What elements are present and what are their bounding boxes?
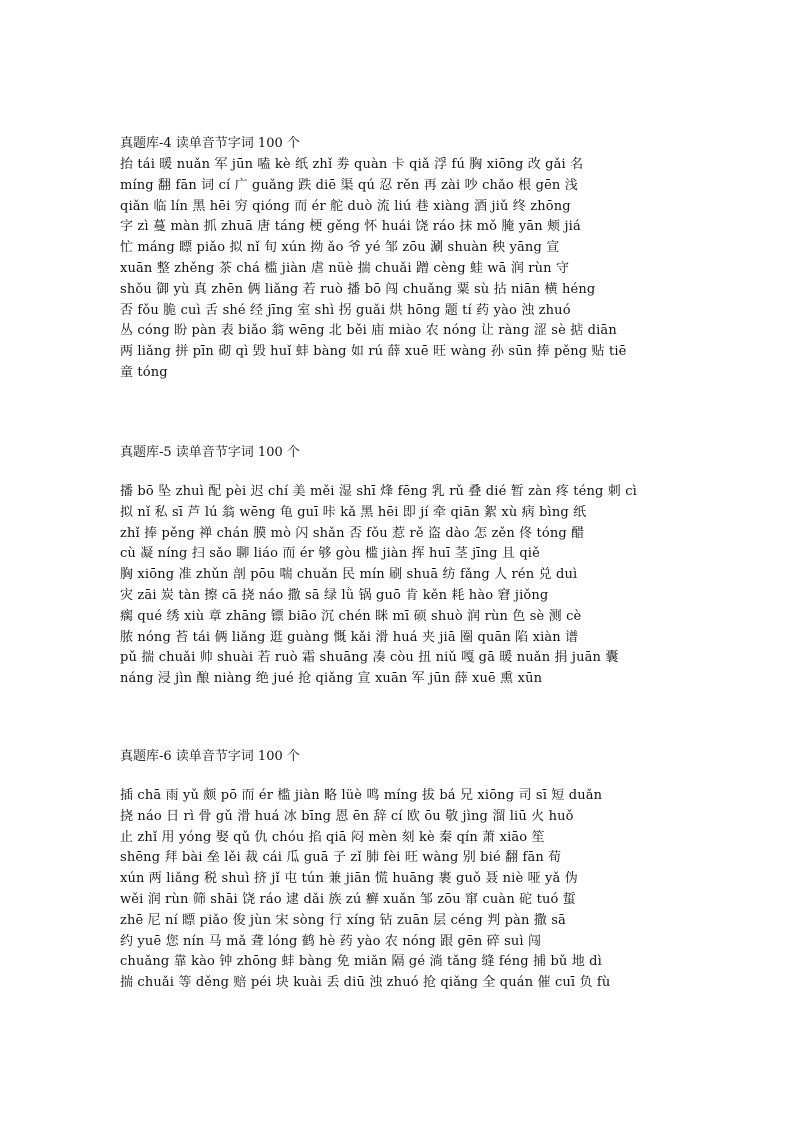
text-line: 抬 tái 暖 nuǎn 军 jūn 嗑 kè 纸 zhǐ 劵 quàn 卡 qiǎ 浮 fú 胸 xiōng 改 gǎi 名	[120, 157, 584, 172]
section-bank-4	[120, 135, 680, 384]
text-line: 播 bō 坠 zhuì 配 pèi 迟 chí 美 měi 湿 shī 烽 fēng 乳 rǔ 叠 dié 暂 zàn 疼 téng 刺 cì	[120, 484, 637, 499]
text-line: 童 tóng	[120, 364, 168, 380]
text-line: 约 yuē 您 nín 马 mǎ 聋 lóng 鹤 hè 药 yào 农 nóng 跟 gēn 碎 suì 闯	[120, 933, 542, 949]
text-line: 两 liǎng 拼 pīn 砌 qì 毁 huǐ 蚌 bàng 如 rú 薛 xuē 旺 wàng 孙 sūn 捧 pěng 贴 tiē	[120, 344, 627, 360]
section-bank-5	[120, 444, 680, 690]
text-line: 挠 náo 日 rì 骨 gǔ 滑 huá 冰 bīng 恩 ēn 辞 cí 欧 ōu 敬 jìng 溜 liū 火 huǒ	[120, 808, 574, 824]
text-line: 灾 zāi 炭 tàn 擦 cā 挠 náo 撒 sā 绿 lǜ 锅 guō 肯 kěn 耗 hào 窘 jiǒng	[120, 587, 549, 603]
text-line: chuǎng 靠 kào 钟 zhōng 蚌 bàng 免 miǎn 隔 gé 淌 tǎng 缝 féng 捕 bǔ 地 dì	[120, 954, 602, 970]
text-line: 胸 xiōng 准 zhǔn 剖 pōu 喘 chuǎn 民 mín 刷 shuā 纺 fǎng 人 rén 兑 duì	[120, 567, 578, 583]
text-line: zhǐ 捧 pěng 禅 chán 膜 mò 闪 shǎn 否 fǒu 惹 rě 盗 dào 怎 zěn 佟 tóng 醋	[120, 525, 585, 541]
text-line: wěi 润 rùn 筛 shāi 饶 ráo 逮 dǎi 族 zú 癣 xuǎn 邹 zōu 窜 cuàn 砣 tuó 蜇	[120, 891, 576, 907]
section-title: 真题库-6 读单音节字词 100 个	[120, 749, 300, 764]
text-line: shēng 拜 bài 垒 lěi 裁 cái 瓜 guā 子 zǐ 肺 fèi 旺 wàng 别 bié 翻 fān 荀	[120, 850, 562, 866]
text-line: 否 fǒu 脆 cuì 舌 shé 经 jīng 室 shì 拐 guǎi 烘 hōng 题 tí 药 yào 浊 zhuó	[120, 302, 571, 318]
text-line: pǔ 揣 chuǎi 帅 shuài 若 ruò 霜 shuāng 凑 còu 扭 niǔ 嘎 gā 暖 nuǎn 捐 juān 囊	[120, 650, 619, 666]
text-line: 插 chā 雨 yǔ 颇 pō 而 ér 槛 jiàn 略 lüè 鸣 míng 拔 bá 兄 xiōng 司 sī 短 duǎn	[120, 788, 603, 803]
section-bank-6	[120, 748, 680, 994]
text-line: 止 zhǐ 用 yóng 娶 qǔ 仇 chóu 掐 qiā 闷 mèn 刻 kè 秦 qín 萧 xiāo 笙	[120, 829, 545, 845]
text-line: zhē 尼 ní 瞟 piǎo 俊 jùn 宋 sòng 行 xíng 钻 zuān 层 céng 判 pàn 撒 sā	[120, 912, 566, 928]
spacer	[120, 464, 680, 482]
text-line: míng 翻 fān 词 cí 广 guǎng 跌 diē 渠 qú 忍 rěn 再 zài 吵 chǎo 根 gēn 浅	[120, 177, 578, 193]
text-line: qiǎn 临 lín 黑 hēi 穷 qióng 而 ér 舵 duò 流 liú 巷 xiàng 酒 jiǔ 终 zhōng	[120, 198, 571, 214]
section-title: 真题库-5 读单音节字词 100 个	[120, 445, 300, 460]
text-line: xún 两 liǎng 税 shuì 挤 jǐ 屯 tún 兼 jiān 慌 huāng 裹 guǒ 聂 niè 哑 yǎ 伪	[120, 871, 578, 887]
section-title: 真题库-4 读单音节字词 100 个	[120, 136, 300, 151]
text-line: 瘸 qué 绣 xiù 章 zhāng 镖 biāo 沉 chén 眯 mī 硕 shuò 润 rùn 色 sè 测 cè	[120, 608, 582, 624]
text-line: náng 浸 jìn 酿 niàng 绝 jué 抢 qiǎng 宣 xuān 军 jūn 薛 xuē 熏 xūn	[120, 671, 543, 687]
text-line: cù 凝 níng 扫 sǎo 聊 liáo 而 ér 够 gòu 槛 jiàn 挥 huī 茎 jīng 且 qiě	[120, 546, 540, 562]
text-line: 脓 nóng 苔 tái 俩 liǎng 逛 guàng 慨 kǎi 滑 huá 夹 jiā 圈 quān 陷 xiàn 谱	[120, 629, 579, 645]
text-line: shǒu 御 yù 真 zhēn 俩 liǎng 若 ruò 播 bō 闯 chuǎng 粟 sù 拈 niān 横 héng	[120, 281, 596, 297]
text-line: 揣 chuǎi 等 děng 赔 péi 块 kuài 丢 diū 浊 zhuó 抢 qiǎng 全 quán 催 cuī 负 fù	[120, 975, 611, 991]
text-line: 忙 máng 瞟 piǎo 拟 nǐ 旬 xún 拗 ǎo 爷 yé 邹 zōu 涮 shuàn 秧 yāng 宣	[120, 240, 560, 256]
text-line: xuān 整 zhěng 茶 chá 槛 jiàn 虐 nüè 揣 chuǎi 蹭 cèng 蛙 wā 润 rùn 守	[120, 260, 570, 276]
text-line: 字 zì 蔓 màn 抓 zhuā 唐 táng 梗 gěng 怀 huái 饶 ráo 抹 mǒ 腌 yān 颊 jiá	[120, 219, 581, 235]
spacer	[120, 768, 680, 786]
text-line: 拟 nǐ 私 sī 芦 lú 翁 wēng 龟 guī 咔 kǎ 黑 hēi 即 jí 牵 qiān 絮 xù 病 bìng 纸	[120, 504, 587, 520]
text-line: 丛 cóng 盼 pàn 表 biǎo 翁 wēng 北 běi 庙 miào 农 nóng 让 ràng 涩 sè 掂 diān	[120, 323, 617, 339]
